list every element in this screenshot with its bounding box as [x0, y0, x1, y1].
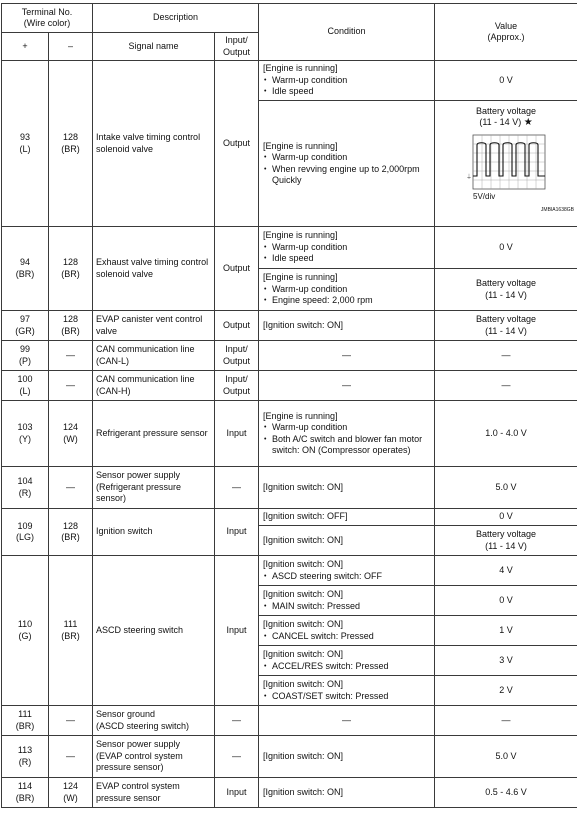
terminal-plus-color: (Y) [5, 434, 45, 446]
table-row [2, 778, 577, 808]
star-icon: ★ [524, 117, 533, 128]
terminal-plus-no: 111 [5, 709, 45, 721]
condition-item: • Both A/C switch and blower fan motor switch: ON (Compressor operates) [263, 434, 431, 457]
terminal-minus [49, 227, 93, 311]
io-type: Input [215, 778, 259, 808]
value-line2: (11 - 14 V) [479, 117, 521, 127]
condition-head: [Ignition switch: ON] [263, 559, 431, 571]
value [435, 311, 577, 341]
terminal-plus-no: 99 [5, 344, 45, 356]
condition-head: [Ignition switch: ON] [263, 619, 431, 631]
terminal-plus-no: 103 [5, 422, 45, 434]
signal-line: (Refrigerant pressure [96, 482, 211, 494]
oscilloscope-waveform [436, 129, 576, 219]
signal-line: pressure sensor) [96, 762, 211, 774]
signal-line: (CAN-H) [96, 386, 211, 398]
signal-line: Sensor power supply [96, 470, 211, 482]
terminal-plus-color: (R) [5, 488, 45, 500]
terminal-minus-no: 124 [52, 781, 89, 793]
scope-ground-mark: ⏚ [466, 174, 472, 181]
terminal-plus-color: (L) [5, 144, 45, 156]
condition: — [259, 706, 435, 736]
signal-line: CAN communication line [96, 374, 211, 386]
terminal-minus [49, 61, 93, 227]
value-line2: (11 - 14 V) [438, 290, 574, 302]
signal-line: pressure sensor [96, 793, 211, 805]
io-line: Output [218, 356, 255, 368]
table-row [2, 401, 577, 467]
value [435, 101, 577, 227]
value [435, 269, 577, 311]
terminal-minus-color: (BR) [52, 631, 89, 643]
condition [259, 586, 435, 616]
value: 5.0 V [435, 467, 577, 509]
condition-item: • ACCEL/RES switch: Pressed [263, 661, 431, 673]
condition: [Ignition switch: ON] [259, 778, 435, 808]
value-line1: Battery voltage [438, 278, 574, 290]
terminal-minus-color: (W) [52, 793, 89, 805]
value-line2: (11 - 14 V) [438, 326, 574, 338]
terminal-table [1, 3, 577, 808]
value-header [435, 4, 577, 61]
value: — [435, 706, 577, 736]
signal-name [93, 736, 215, 778]
condition-item: • Warm-up condition [263, 152, 431, 164]
table-row [2, 341, 577, 371]
terminal-plus-no: 113 [5, 745, 45, 757]
value-line1: Battery voltage [435, 106, 577, 118]
condition: [Ignition switch: ON] [259, 467, 435, 509]
terminal-minus-color: (W) [52, 434, 89, 446]
condition: [Ignition switch: OFF] [259, 509, 435, 526]
terminal-plus-no: 110 [5, 619, 45, 631]
value: — [435, 341, 577, 371]
condition-head: [Engine is running] [263, 272, 431, 284]
terminal-minus: — [49, 706, 93, 736]
terminal-minus [49, 509, 93, 556]
condition-item: • When revving engine up to 2,000rpm Quickly [263, 164, 431, 187]
signal-name-header: Signal name [93, 33, 215, 61]
terminal-minus: — [49, 736, 93, 778]
io-type: Input [215, 509, 259, 556]
io-header-line1: Input/ [218, 35, 255, 47]
value-line2: (11 - 14 V) [438, 541, 574, 553]
condition [259, 101, 435, 227]
scope-scale-label: 5V/div [473, 192, 495, 201]
condition-item: • Idle speed [263, 86, 431, 98]
table-row [2, 706, 577, 736]
terminal-minus: — [49, 371, 93, 401]
signal-line: (EVAP control system [96, 751, 211, 763]
terminal-plus-no: 104 [5, 476, 45, 488]
value-header-line1: Value [438, 21, 574, 33]
condition-item: • Warm-up condition [263, 242, 431, 254]
wire-color-label: (Wire color) [5, 18, 89, 30]
table-row [2, 556, 577, 586]
io-header-line2: Output [218, 47, 255, 59]
terminal-minus-no: 128 [52, 314, 89, 326]
condition: [Ignition switch: ON] [259, 311, 435, 341]
signal-name [93, 778, 215, 808]
table-row [2, 736, 577, 778]
condition: [Ignition switch: ON] [259, 736, 435, 778]
value: 1.0 - 4.0 V [435, 401, 577, 467]
value: 0 V [435, 509, 577, 526]
terminal-plus-color: (BR) [5, 721, 45, 733]
minus-header: – [49, 33, 93, 61]
signal-line: (CAN-L) [96, 356, 211, 368]
condition-item: • ASCD steering switch: OFF [263, 571, 431, 583]
terminal-minus-color: (BR) [52, 326, 89, 338]
terminal-plus-color: (BR) [5, 269, 45, 281]
terminal-plus-color: (BR) [5, 793, 45, 805]
terminal-plus [2, 341, 49, 371]
condition-header: Condition [259, 4, 435, 61]
terminal-minus [49, 401, 93, 467]
terminal-header [2, 4, 93, 33]
condition-head: [Engine is running] [263, 411, 431, 423]
value-line1: Battery voltage [438, 314, 574, 326]
condition-item: • Warm-up condition [263, 284, 431, 296]
plus-header: + [2, 33, 49, 61]
condition-item: • Idle speed [263, 253, 431, 265]
table-row [2, 227, 577, 269]
terminal-plus-color: (G) [5, 631, 45, 643]
io-line: Input/ [218, 374, 255, 386]
signal-line: EVAP control system [96, 781, 211, 793]
value-header-line2: (Approx.) [438, 32, 574, 44]
signal-name [93, 706, 215, 736]
terminal-plus-color: (P) [5, 356, 45, 368]
condition-item: • COAST/SET switch: Pressed [263, 691, 431, 703]
value: 0 V [435, 61, 577, 101]
terminal-plus-no: 97 [5, 314, 45, 326]
terminal-minus-no: 111 [52, 619, 89, 631]
condition [259, 269, 435, 311]
signal-name [93, 371, 215, 401]
value: 0.5 - 4.6 V [435, 778, 577, 808]
table-row [2, 61, 577, 101]
value: — [435, 371, 577, 401]
condition [259, 401, 435, 467]
table-row [2, 509, 577, 526]
signal-line: sensor) [96, 493, 211, 505]
value-line2-wrap [435, 117, 577, 129]
io-type [215, 341, 259, 371]
terminal-minus [49, 778, 93, 808]
terminal-header-label: Terminal No. [5, 7, 89, 19]
condition-head: [Ignition switch: ON] [263, 679, 431, 691]
terminal-plus [2, 61, 49, 227]
condition [259, 227, 435, 269]
condition-head: [Ignition switch: ON] [263, 589, 431, 601]
condition-head: [Engine is running] [263, 230, 431, 242]
condition-head: [Ignition switch: ON] [263, 649, 431, 661]
io-type: Input [215, 401, 259, 467]
value: 0 V [435, 227, 577, 269]
signal-line: Sensor power supply [96, 739, 211, 751]
signal-line: CAN communication line [96, 344, 211, 356]
condition-item: • MAIN switch: Pressed [263, 601, 431, 613]
io-type: Output [215, 227, 259, 311]
terminal-plus-no: 93 [5, 132, 45, 144]
terminal-plus [2, 311, 49, 341]
terminal-minus [49, 556, 93, 706]
value: 3 V [435, 646, 577, 676]
terminal-plus-no: 109 [5, 521, 45, 533]
terminal-minus: — [49, 341, 93, 371]
signal-name: EVAP canister vent control valve [93, 311, 215, 341]
signal-name: ASCD steering switch [93, 556, 215, 706]
signal-name: Exhaust valve timing control solenoid valve [93, 227, 215, 311]
table-row [2, 371, 577, 401]
condition [259, 61, 435, 101]
terminal-plus [2, 401, 49, 467]
io-line: Output [218, 386, 255, 398]
terminal-plus-no: 94 [5, 257, 45, 269]
terminal-plus-no: 100 [5, 374, 45, 386]
io-type: — [215, 706, 259, 736]
condition-head: [Engine is running] [263, 63, 431, 75]
table-row [2, 311, 577, 341]
condition-item: • Warm-up condition [263, 422, 431, 434]
terminal-minus: — [49, 467, 93, 509]
terminal-minus-color: (BR) [52, 269, 89, 281]
io-type: Input [215, 556, 259, 706]
condition: — [259, 341, 435, 371]
signal-name: Refrigerant pressure sensor [93, 401, 215, 467]
terminal-plus [2, 467, 49, 509]
condition [259, 646, 435, 676]
terminal-minus-color: (BR) [52, 144, 89, 156]
terminal-minus-no: 128 [52, 132, 89, 144]
value: 0 V [435, 586, 577, 616]
condition-head: [Engine is running] [263, 141, 431, 153]
io-line: Input/ [218, 344, 255, 356]
condition [259, 556, 435, 586]
condition-item: • Warm-up condition [263, 75, 431, 87]
condition: — [259, 371, 435, 401]
terminal-plus [2, 706, 49, 736]
terminal-plus [2, 556, 49, 706]
io-type [215, 371, 259, 401]
io-header [215, 33, 259, 61]
value: 4 V [435, 556, 577, 586]
condition-item: • CANCEL switch: Pressed [263, 631, 431, 643]
figure-code: JMBIA1638GB [541, 207, 575, 213]
condition [259, 676, 435, 706]
terminal-plus [2, 778, 49, 808]
value-line1: Battery voltage [438, 529, 574, 541]
terminal-plus [2, 227, 49, 311]
terminal-plus-color: (LG) [5, 532, 45, 544]
signal-line: Sensor ground [96, 709, 211, 721]
description-header: Description [93, 4, 259, 33]
terminal-minus-no: 128 [52, 521, 89, 533]
table-row [2, 467, 577, 509]
signal-name: Ignition switch [93, 509, 215, 556]
signal-line: (ASCD steering switch) [96, 721, 211, 733]
terminal-plus-color: (R) [5, 757, 45, 769]
terminal-plus-color: (L) [5, 386, 45, 398]
value [435, 526, 577, 556]
io-type: Output [215, 61, 259, 227]
terminal-plus [2, 509, 49, 556]
terminal-plus-no: 114 [5, 781, 45, 793]
value: 5.0 V [435, 736, 577, 778]
terminal-minus-color: (BR) [52, 532, 89, 544]
value: 2 V [435, 676, 577, 706]
signal-name [93, 467, 215, 509]
io-type: — [215, 467, 259, 509]
header-row [2, 4, 577, 33]
terminal-plus [2, 736, 49, 778]
condition: [Ignition switch: ON] [259, 526, 435, 556]
signal-name [93, 341, 215, 371]
terminal-plus-color: (GR) [5, 326, 45, 338]
signal-name: Intake valve timing control solenoid valve [93, 61, 215, 227]
terminal-minus [49, 311, 93, 341]
terminal-minus-no: 128 [52, 257, 89, 269]
io-type: Output [215, 311, 259, 341]
terminal-plus [2, 371, 49, 401]
io-type: — [215, 736, 259, 778]
condition [259, 616, 435, 646]
terminal-minus-no: 124 [52, 422, 89, 434]
value: 1 V [435, 616, 577, 646]
condition-item: • Engine speed: 2,000 rpm [263, 295, 431, 307]
